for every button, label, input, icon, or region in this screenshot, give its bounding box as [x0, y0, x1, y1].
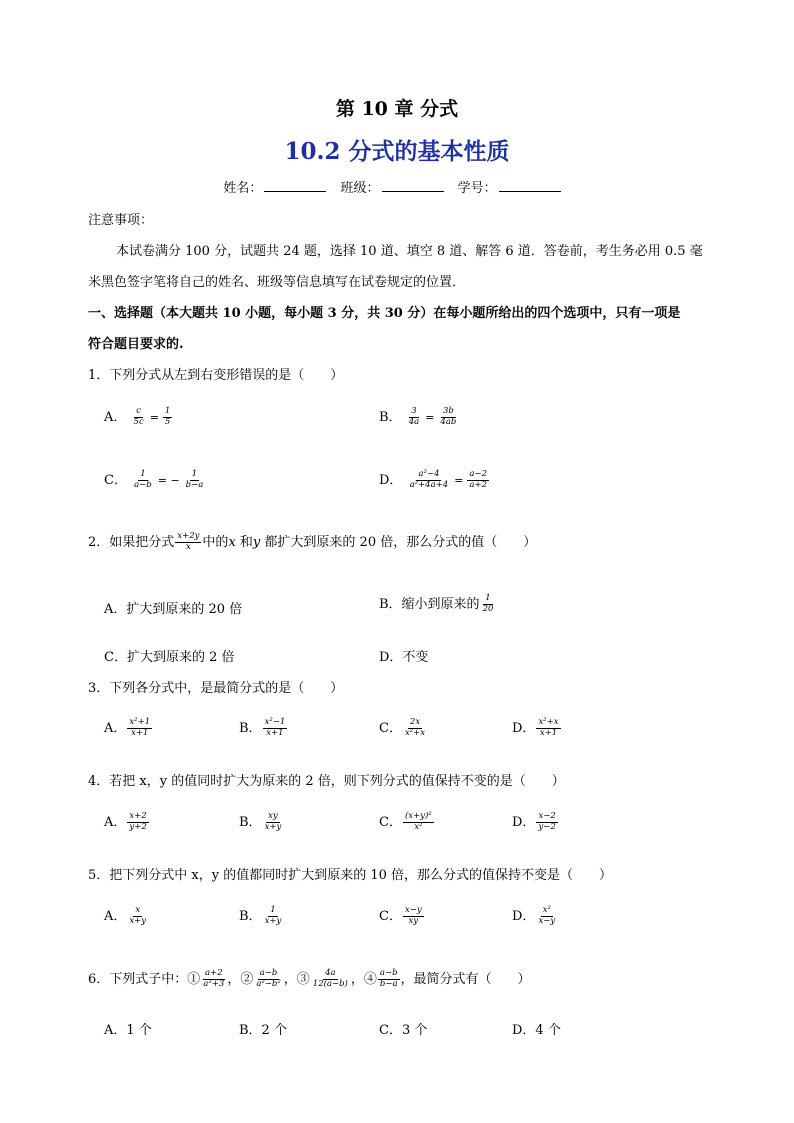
- q3-option-b[interactable]: B． $\frac{\text{x²−1}}{x+1}$: [239, 717, 286, 738]
- q5-option-a[interactable]: A． $\frac{x}{x+y}$: [104, 905, 147, 926]
- q2-stem: 2．如果把分式 $\frac{x+2y}{x}$ 中的x 和y 都扩大到原来的 20 倍，那么分式的值（ ）: [88, 531, 537, 552]
- class-blank[interactable]: [382, 179, 444, 192]
- part1-heading-line-1: 一、选择题（本大题共 10 小题，每小题 3 分，共 30 分）在每小题所给出的四个选项中，只有一项是: [88, 306, 681, 321]
- class-label: 班级：: [340, 181, 380, 196]
- part1-heading-line-2: 符合题目要求的.: [88, 337, 184, 352]
- q4-option-c[interactable]: C． $\frac{\text{(x+y)²}}{\text{x²}}$: [379, 811, 432, 832]
- chapter-title: 第 10 章 分式: [335, 98, 459, 120]
- q2-option-c[interactable]: C．扩大到原来的 2 倍: [104, 650, 235, 665]
- q4-stem: 4．若把 x，y 的值同时扩大为原来的 2 倍，则下列分式的值保持不变的是（ ）: [88, 774, 565, 789]
- q5-option-b[interactable]: B． $\frac{1}{x+y}$: [239, 905, 282, 926]
- q3-option-d[interactable]: D． $\frac{\text{x²+x}}{x+1}$: [512, 717, 559, 738]
- q3-stem: 3．下列各分式中，是最简分式的是（ ）: [88, 681, 344, 696]
- student-info-line: [0, 177, 794, 196]
- id-label: 学号：: [457, 181, 497, 196]
- name-blank[interactable]: [264, 179, 326, 192]
- notes-line-2: 米黑色签字笔将自己的姓名、班级等信息填写在试卷规定的位置．: [88, 275, 466, 290]
- q3-option-c[interactable]: C． $\frac{2x}{\text{x²+x}}$: [379, 717, 426, 738]
- q5-option-c[interactable]: C． $\frac{x-y}{xy}$: [379, 905, 422, 926]
- q1-option-d[interactable]: D． $\frac{\text{a²−4}}{\text{a²+4a+4}}$ = $\frac{a-2}{a+2}$: [379, 469, 488, 490]
- q4-option-b[interactable]: B． $\frac{xy}{x+y}$: [239, 811, 282, 832]
- q2-option-b[interactable]: B．缩小到原来的 $\frac{1}{20}$: [379, 593, 494, 614]
- q6-option-b[interactable]: B．2 个: [239, 1023, 287, 1038]
- section-title: 10.2 分式的基本性质: [284, 138, 510, 165]
- id-blank[interactable]: [499, 179, 561, 192]
- q5-option-d[interactable]: D． $\frac{\text{x²}}{x-y}$: [512, 905, 556, 926]
- q4-option-a[interactable]: A． $\frac{x+2}{y+2}$: [104, 811, 147, 832]
- notes-title: 注意事项：: [88, 213, 154, 228]
- q1-stem: 1．下列分式从左到右变形错误的是（ ）: [88, 368, 344, 383]
- q1-option-a[interactable]: A． $\frac{c}{5c}$ = $\frac{1}{5}$: [104, 406, 171, 427]
- q4-option-d[interactable]: D． $\frac{x-2}{y-2}$: [512, 811, 556, 832]
- q6-option-c[interactable]: C．3 个: [379, 1023, 428, 1038]
- q3-option-a[interactable]: A． $\frac{\text{x²+1}}{x+1}$: [104, 717, 151, 738]
- notes-line-1: 本试卷满分 100 分，试题共 24 题，选择 10 道、填空 8 道、解答 6 道．答卷前，考生务必用 0.5 毫: [116, 244, 703, 259]
- q6-option-d[interactable]: D．4 个: [512, 1023, 561, 1038]
- q2-option-d[interactable]: D．不变: [379, 650, 429, 665]
- q2-option-a[interactable]: A．扩大到原来的 20 倍: [104, 602, 243, 617]
- q6-option-a[interactable]: A．1 个: [104, 1023, 152, 1038]
- q1-option-b[interactable]: B． $\frac{3}{4a}$ = $\frac{3b}{4ab}$: [379, 406, 457, 427]
- name-label: 姓名：: [223, 181, 263, 196]
- q6-stem: 6．下列式子中：① $\frac{a+2}{\text{a²+3}}$ ，② $\frac{a-b}{\text{a²−b²}}$ ，③ $\frac{4a}{12(a-b)}$ ，④ $\frac{a-b}{b-a}$ ，最简分式有（ ）: [88, 968, 531, 989]
- q5-stem: 5．把下列分式中 x，y 的值都同时扩大到原来的 10 倍，那么分式的值保持不变是（ ）: [88, 868, 613, 883]
- q1-option-c[interactable]: C． $\frac{1}{a-b}$ = − $\frac{1}{b-a}$: [104, 469, 204, 490]
